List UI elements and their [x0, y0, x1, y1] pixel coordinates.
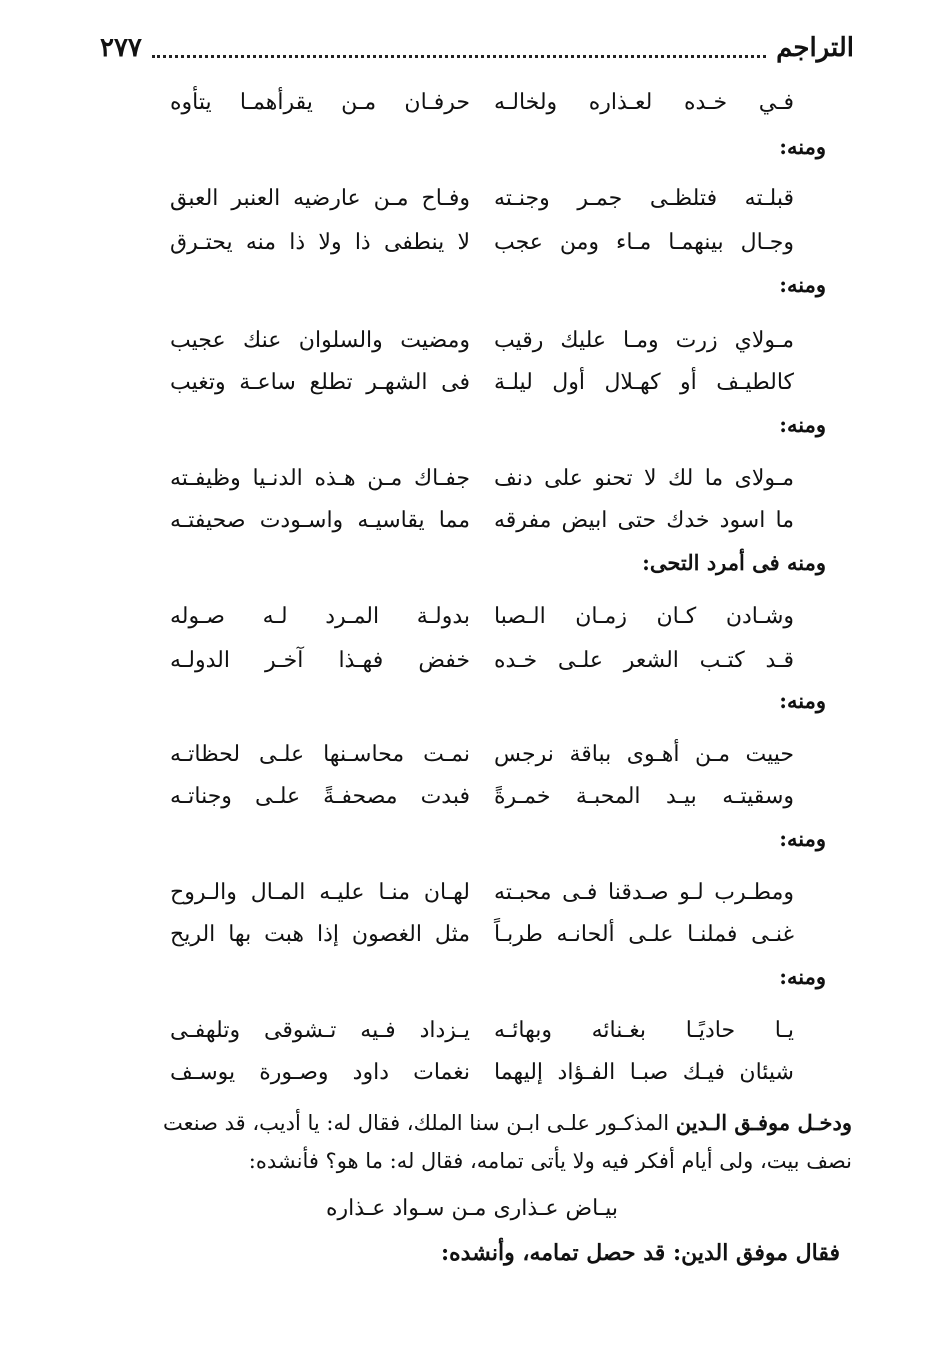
- verse-first-hemistich: ومطـرب لـو صـدقنا فـى محبـته: [494, 879, 794, 905]
- verse-line: [170, 596, 794, 636]
- verse-line: [170, 734, 794, 774]
- verse-first-hemistich: قبلـته فتلظـى جمـر وجنـته: [494, 185, 794, 211]
- verse-second-hemistich: ومضيت والسلوان عنك عجيب: [170, 327, 470, 353]
- half-verse: بيـاض عـذارى مـن سـواد عـذاره: [325, 1196, 619, 1221]
- verse-line: [170, 178, 794, 218]
- bold-name: ودخـل موفـق الـدين: [675, 1110, 852, 1135]
- verse-line: [170, 458, 794, 498]
- verse-line: [170, 640, 794, 680]
- verse-first-hemistich: مـولاي زرت ومـا عليك رقيب: [494, 327, 794, 353]
- verse-line: [170, 872, 794, 912]
- verse-line: [170, 500, 794, 540]
- verse-first-hemistich: كالطيـف أو كهـلال أول ليلـة: [494, 369, 794, 395]
- verse-second-hemistich: حرفـان مـن يقرأهمـا يتأوه: [170, 89, 470, 115]
- prose-line-2: نصف بيت، ولى أيام أفكر فيه ولا يأتى تمامه، فقال له: ما هو؟ فأنشده:: [248, 1149, 852, 1173]
- verse-second-hemistich: مثل الغصون إذا هبت بها الريح: [170, 921, 470, 947]
- verse-first-hemistich: شيئان فيـك صبـا الفـؤاد إليهما: [494, 1059, 794, 1085]
- verse-second-hemistich: جفـاك مـن هـذه الدنـيا وظيفـته: [170, 465, 470, 491]
- verse-first-hemistich: ما اسود خدك حتى ابيض مفرقه: [494, 507, 794, 533]
- verse-line: [170, 914, 794, 954]
- verse-second-hemistich: فى الشهـر تطلع ساعـة وتغيب: [170, 369, 470, 395]
- verse-line: [170, 1010, 794, 1050]
- verse-second-hemistich: مما يقاسيـه واسـودت صحيفتـه: [170, 507, 470, 533]
- page-header: [100, 28, 854, 68]
- closing-line: فقال موفق الدين: قد حصل تمامه، وأنشده:: [441, 1240, 840, 1266]
- verse-line: [170, 362, 794, 402]
- section-label: ومنه:: [779, 272, 826, 297]
- verse-second-hemistich: وفـاح مـن عارضيه العنبر العبق: [170, 185, 470, 211]
- prose-line-1: [98, 1104, 852, 1142]
- verse-second-hemistich: نمـت محاسـنها علـى لحظاتـه: [170, 741, 470, 767]
- verse-first-hemistich: حييت مـن أهـوى بباقة نرجس: [494, 741, 794, 767]
- verse-line: [170, 222, 794, 262]
- running-title: التراجم: [776, 33, 854, 63]
- verse-second-hemistich: لهـان منـا عليـه المـال والـروح: [170, 879, 470, 905]
- prose-paragraph: [98, 1104, 852, 1180]
- verse-line: [170, 320, 794, 360]
- page-number: ٢٧٧: [100, 33, 142, 63]
- verse-first-hemistich: مـولاى ما لك لا تحنو على دنف: [494, 465, 794, 491]
- section-label: ومنه:: [779, 964, 826, 989]
- verse-second-hemistich: يـزداد فـيه تـشوقى وتلهفـى: [170, 1017, 470, 1043]
- verse-line: [170, 1052, 794, 1092]
- verse-first-hemistich: فـي خـده لعـذاره ولخالـه: [494, 89, 794, 115]
- verse-first-hemistich: وسقيتـه بيـد المحبـة خمـرةً: [494, 783, 794, 809]
- verse-first-hemistich: وجـال بينهمـا مـاء ومن عجب: [494, 229, 794, 255]
- verse-first-hemistich: وشـادن كـان زمـان الـصبا: [494, 603, 794, 629]
- section-label: ومنه فى أمرد التحى:: [642, 550, 826, 575]
- section-label: ومنه:: [779, 134, 826, 159]
- verse-second-hemistich: فبدت مصحفـةً علـى وجناتـه: [170, 783, 470, 809]
- verse-line: [170, 82, 794, 122]
- verse-line: [170, 776, 794, 816]
- verse-second-hemistich: بدولـة المـرد لـه صـوله: [170, 603, 470, 629]
- leader-dots: [152, 39, 766, 58]
- section-label: ومنه:: [779, 688, 826, 713]
- section-label: ومنه:: [779, 412, 826, 437]
- verse-second-hemistich: لا ينطفى ذا ولا ذا منه يحتـرق: [170, 229, 470, 255]
- prose-text: المذكـور علـى ابـن سنا الملك، فقال له: يا أديب، قد صنعت: [163, 1111, 676, 1135]
- verse-second-hemistich: نغمات داود وصـورة يوسـف: [170, 1059, 470, 1085]
- verse-second-hemistich: خفض فهـذا آخـر الدولـه: [170, 647, 470, 673]
- verse-first-hemistich: غنـى فملنـا علـى ألحانـه طربـاً: [494, 921, 794, 947]
- verse-first-hemistich: قـد كتـب الشعر علـى خـده: [494, 647, 794, 673]
- verse-first-hemistich: يـا حاديًـا بغـنائه وبهائـه: [494, 1017, 794, 1043]
- section-label: ومنه:: [779, 826, 826, 851]
